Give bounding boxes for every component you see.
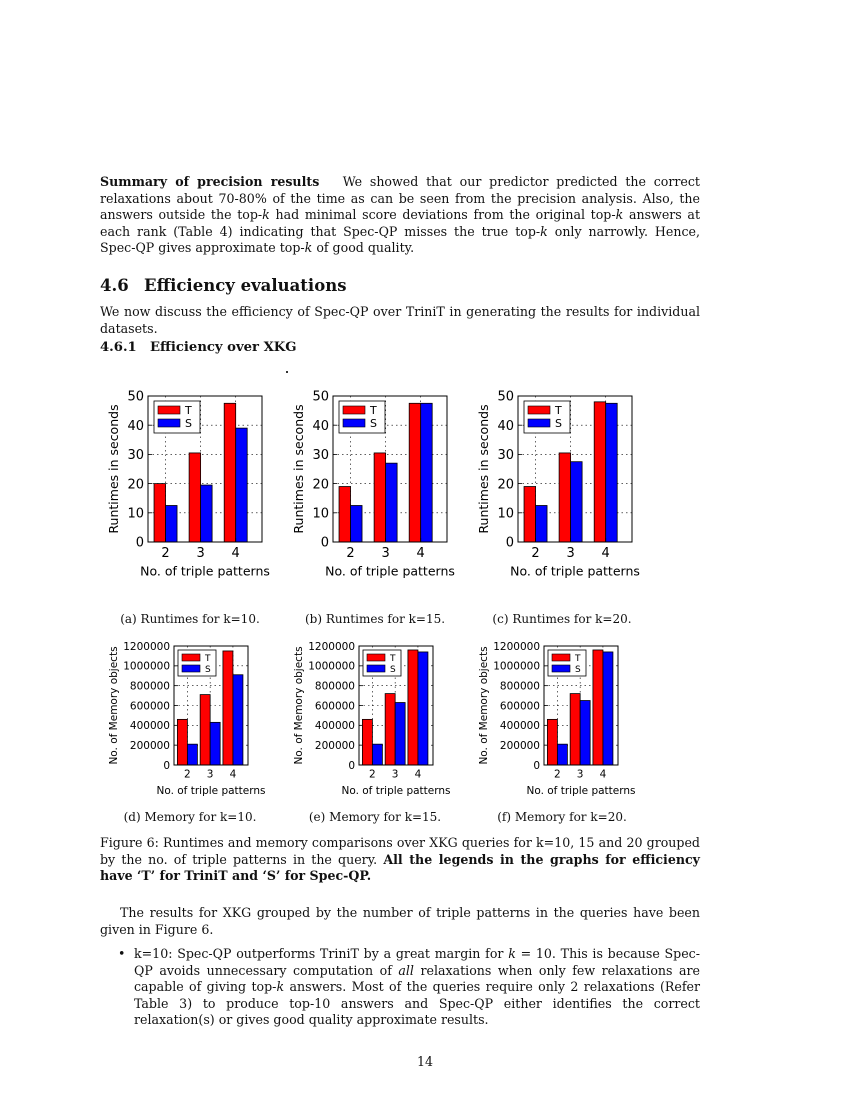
legend-swatch <box>343 406 365 414</box>
bar-T-3 <box>374 453 386 542</box>
x-tick-label: 3 <box>576 768 584 781</box>
legend-label: T <box>185 404 192 417</box>
bar-S-4 <box>236 428 248 542</box>
section-intro: We now discuss the efficiency of Spec-QP over TriniT in generating the results for individual datasets. <box>100 304 700 336</box>
y-tick-label: 50 <box>127 389 144 405</box>
subsection-heading <box>100 340 297 355</box>
y-tick-label: 20 <box>312 477 329 493</box>
subcaption-d: (d) Memory for k=10. <box>123 810 257 824</box>
emphasis: all <box>398 962 414 978</box>
y-tick-label: 10 <box>312 506 329 522</box>
math-k: k <box>508 946 516 961</box>
y-tick-label: 800000 <box>129 680 170 693</box>
y-tick-label: 600000 <box>499 700 540 713</box>
stray-dot <box>286 371 288 373</box>
legend-label: S <box>370 417 377 430</box>
bar-T-2 <box>177 719 187 765</box>
x-tick-label: 3 <box>206 768 214 781</box>
subcaption-c: (c) Runtimes for k=20. <box>492 612 632 626</box>
bar-S-3 <box>395 703 405 765</box>
y-tick-label: 200000 <box>499 739 540 752</box>
y-axis-label: Runtimes in seconds <box>106 404 121 534</box>
bullet-text-part: k=10: Spec-QP outperforms TriniT by a great margin for <box>134 946 509 961</box>
legend-label: S <box>575 665 581 675</box>
chart-memory-k20 <box>470 636 650 801</box>
x-tick-label: 4 <box>414 768 422 781</box>
bar-T-4 <box>223 651 233 765</box>
x-tick-label: 2 <box>369 768 376 781</box>
y-tick-label: 30 <box>497 448 514 464</box>
y-tick-label: 1000000 <box>308 660 355 673</box>
y-tick-label: 400000 <box>129 720 170 733</box>
legend-label: S <box>185 417 192 430</box>
legend-swatch <box>552 665 570 672</box>
y-tick-label: 0 <box>505 535 514 551</box>
y-tick-label: 1000000 <box>493 660 540 673</box>
y-tick-label: 0 <box>533 759 540 772</box>
y-tick-label: 0 <box>135 535 144 551</box>
y-axis-label: Runtimes in seconds <box>291 404 306 534</box>
x-tick-label: 4 <box>416 546 425 561</box>
y-tick-label: 600000 <box>314 700 355 713</box>
chart-svg <box>470 380 650 580</box>
legend-label: S <box>390 665 396 675</box>
x-tick-label: 4 <box>599 768 607 781</box>
subcaption-f: (f) Memory for k=20. <box>497 810 627 824</box>
legend-swatch <box>158 419 180 427</box>
x-tick-label: 3 <box>381 546 390 561</box>
chart-runtime-k15 <box>285 380 465 580</box>
section-number: 4.6 <box>100 276 129 295</box>
legend-label: S <box>205 665 211 675</box>
chart-runtime-k20 <box>470 380 650 580</box>
math-k: k <box>304 240 313 256</box>
bar-T-2 <box>547 719 557 765</box>
x-tick-label: 4 <box>229 768 237 781</box>
x-axis-label: No. of triple patterns <box>325 563 455 579</box>
bar-S-4 <box>418 652 428 765</box>
y-tick-label: 1200000 <box>308 640 355 653</box>
bar-S-2 <box>351 506 363 543</box>
x-tick-label: 3 <box>391 768 399 781</box>
bar-T-3 <box>189 453 201 542</box>
results-paragraph: The results for XKG grouped by the number of triple patterns in the queries have been given in Figure 6. <box>100 905 700 937</box>
y-tick-label: 50 <box>497 389 514 405</box>
summary-text: only narrowly. Hence, Spec-QP gives approximate top- <box>100 223 700 256</box>
y-axis-label: Runtimes in seconds <box>476 404 491 534</box>
legend-swatch <box>158 406 180 414</box>
summary-text: We showed that our predictor predicted the correct relaxations about 70-80% of the time as can be seen from the precision analysis. Also, the answers outside the top- <box>100 174 700 223</box>
subsection-number: 4.6.1 <box>100 340 137 355</box>
bar-T-2 <box>154 484 166 542</box>
x-tick-label: 4 <box>231 546 240 561</box>
chart-memory-k10 <box>100 636 280 801</box>
subcaption-e: (e) Memory for k=15. <box>308 810 442 824</box>
bar-S-3 <box>210 722 220 765</box>
x-tick-label: 2 <box>554 768 561 781</box>
legend-label: T <box>555 404 562 417</box>
y-tick-label: 10 <box>497 506 514 522</box>
legend-swatch <box>367 665 385 672</box>
y-axis-label: No. of Memory objects <box>108 646 120 765</box>
figure-caption-text: Runtimes and memory comparisons over XKG queries for k=10, 15 and 20 grouped by the no. of triple patterns in the query. <box>100 835 700 867</box>
figure-caption <box>100 835 700 885</box>
math-k: k <box>540 223 548 239</box>
x-tick-label: 2 <box>184 768 191 781</box>
bar-S-4 <box>606 403 618 542</box>
page-number: 14 <box>416 1054 434 1069</box>
x-axis-label: No. of triple patterns <box>526 785 636 797</box>
math-k: k <box>262 207 270 223</box>
figure-caption-bold: All the legends in the graphs for efficiency have ‘T’ for TriniT and ‘S’ for Spec-QP. <box>100 851 700 884</box>
bar-S-4 <box>421 403 433 542</box>
bar-S-2 <box>372 744 382 765</box>
bar-T-4 <box>408 650 418 765</box>
y-axis-label: No. of Memory objects <box>478 646 490 765</box>
x-tick-label: 2 <box>161 546 170 561</box>
chart-svg <box>285 380 465 580</box>
bar-T-2 <box>362 719 372 765</box>
x-tick-label: 3 <box>196 546 205 561</box>
bullet-text-part: relaxations when only few relaxations are capable of giving top- <box>134 962 701 995</box>
y-tick-label: 600000 <box>129 700 170 713</box>
y-tick-label: 40 <box>127 418 144 434</box>
x-tick-label: 2 <box>346 546 355 561</box>
summary-heading: Summary of precision results <box>100 174 320 189</box>
section-title: Efficiency evaluations <box>144 276 347 295</box>
summary-text: of good quality. <box>312 240 415 256</box>
y-tick-label: 0 <box>348 759 355 772</box>
y-tick-label: 40 <box>312 418 329 434</box>
bar-S-3 <box>580 701 590 765</box>
bar-T-4 <box>594 402 606 542</box>
y-tick-label: 50 <box>312 389 329 405</box>
chart-svg <box>100 636 280 801</box>
bar-T-3 <box>570 694 580 765</box>
chart-svg <box>285 636 465 801</box>
section-heading <box>100 276 347 295</box>
bar-S-2 <box>166 506 178 543</box>
bar-S-2 <box>536 506 548 543</box>
legend-swatch <box>182 654 200 661</box>
bar-S-4 <box>603 652 613 765</box>
legend-label: T <box>575 654 581 664</box>
y-axis-label: No. of Memory objects <box>293 646 305 765</box>
bar-S-3 <box>386 463 398 542</box>
summary-text: had minimal score deviations from the original top- <box>269 207 616 223</box>
subcaption-a: (a) Runtimes for k=10. <box>120 612 260 626</box>
figure-label: Figure 6: <box>100 835 159 850</box>
legend-swatch <box>182 665 200 672</box>
bullet-text-part: answers. Most of the queries require only 2 relaxations (Refer Table 3) to produce top-10 answers and Spec-QP either identifies the correct relaxation(s) or gives good quality approximate results. <box>134 979 700 1028</box>
y-tick-label: 0 <box>163 759 170 772</box>
y-tick-label: 200000 <box>129 739 170 752</box>
legend-swatch <box>343 419 365 427</box>
chart-svg <box>470 636 650 801</box>
x-axis-label: No. of triple patterns <box>341 785 451 797</box>
chart-memory-k15 <box>285 636 465 801</box>
x-axis-label: No. of triple patterns <box>510 563 640 579</box>
y-tick-label: 30 <box>127 448 144 464</box>
bar-T-3 <box>200 695 210 765</box>
math-k: k <box>615 207 624 223</box>
subsection-title: Efficiency over XKG <box>150 340 297 355</box>
bullet-symbol: • <box>118 946 126 961</box>
bar-T-4 <box>409 403 421 542</box>
bar-S-3 <box>571 462 583 542</box>
bar-T-4 <box>593 650 603 765</box>
bullet-text <box>134 946 700 1029</box>
bar-T-4 <box>224 403 236 542</box>
bar-T-3 <box>385 694 395 765</box>
legend-swatch <box>552 654 570 661</box>
y-tick-label: 800000 <box>314 680 355 693</box>
legend-swatch <box>528 419 550 427</box>
x-axis-label: No. of triple patterns <box>156 785 266 797</box>
bar-S-2 <box>187 744 197 765</box>
y-tick-label: 1200000 <box>493 640 540 653</box>
bar-S-2 <box>557 744 567 765</box>
summary-text: answers at each rank (Table 4) indicating that Spec-QP misses the true top- <box>100 207 701 239</box>
bar-T-2 <box>339 487 351 542</box>
bar-T-2 <box>524 487 536 542</box>
legend-label: S <box>555 417 562 430</box>
y-tick-label: 20 <box>497 477 514 493</box>
legend-label: T <box>370 404 377 417</box>
legend-swatch <box>528 406 550 414</box>
x-tick-label: 2 <box>531 546 540 561</box>
bar-S-3 <box>201 485 213 542</box>
y-tick-label: 400000 <box>499 720 540 733</box>
bar-S-4 <box>233 675 243 765</box>
legend-label: T <box>205 654 211 664</box>
y-tick-label: 200000 <box>314 739 355 752</box>
y-tick-label: 800000 <box>499 680 540 693</box>
legend-label: T <box>390 654 396 664</box>
y-tick-label: 30 <box>312 448 329 464</box>
y-tick-label: 20 <box>127 477 144 493</box>
chart-svg <box>100 380 280 580</box>
y-tick-label: 40 <box>497 418 514 434</box>
x-axis-label: No. of triple patterns <box>140 563 270 579</box>
y-tick-label: 1000000 <box>123 660 170 673</box>
summary-paragraph <box>100 174 700 257</box>
bar-T-3 <box>559 453 571 542</box>
x-tick-label: 3 <box>566 546 575 561</box>
y-tick-label: 0 <box>320 535 329 551</box>
x-tick-label: 4 <box>601 546 610 561</box>
subcaption-b: (b) Runtimes for k=15. <box>304 612 446 626</box>
bullet-text-part: = 10. This is because Spec-QP avoids unnecessary computation of <box>134 946 700 978</box>
y-tick-label: 1200000 <box>123 640 170 653</box>
y-tick-label: 10 <box>127 506 144 522</box>
y-tick-label: 400000 <box>314 720 355 733</box>
math-k: k <box>276 979 285 995</box>
chart-runtime-k10 <box>100 380 280 580</box>
legend-swatch <box>367 654 385 661</box>
